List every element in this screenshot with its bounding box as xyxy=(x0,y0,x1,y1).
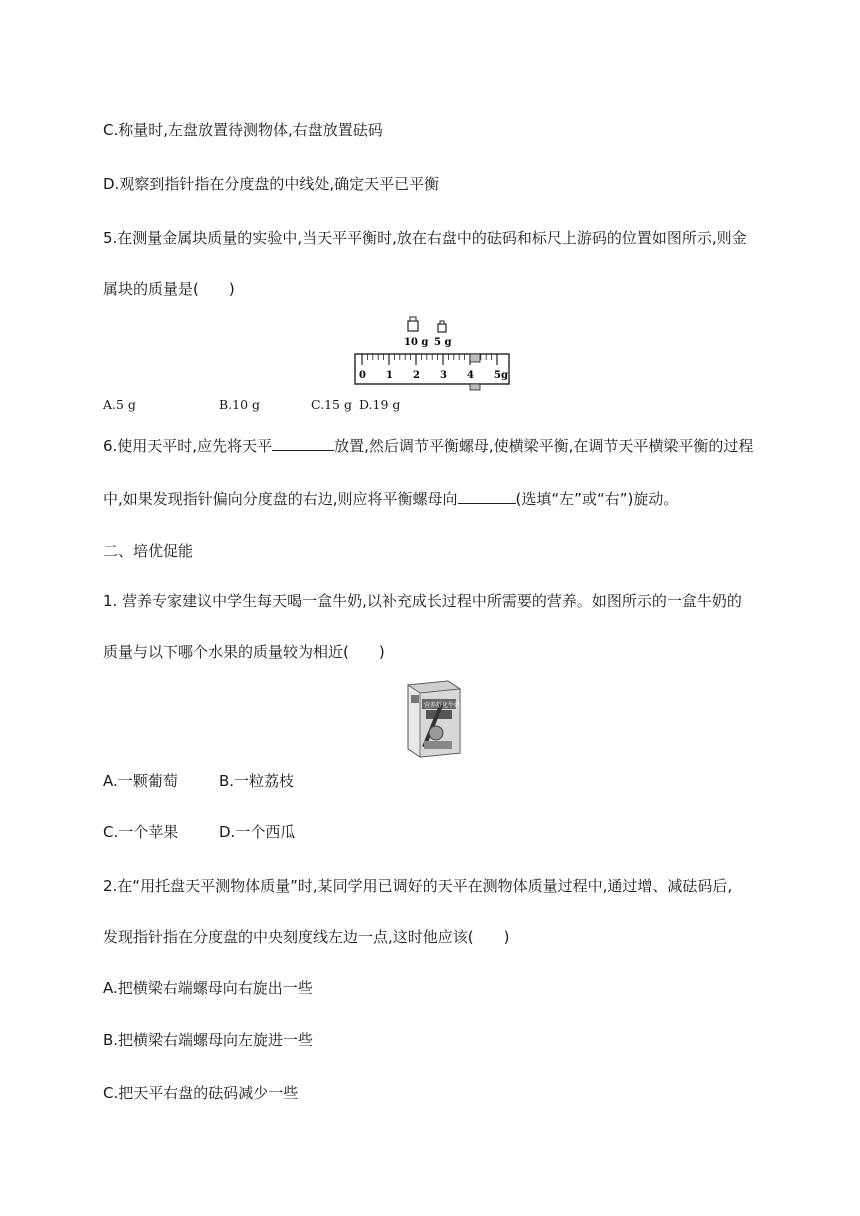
weight-10g-icon xyxy=(408,317,418,331)
q6-stem-line2 xyxy=(103,488,678,509)
q5-option-a: A.5 g xyxy=(103,397,136,412)
q6-text-2a: 中,如果发现指针偏向分度盘的右边,则应将平衡螺母向 xyxy=(103,490,458,508)
ruler-tick-label: 5g xyxy=(494,370,508,381)
ruler-tick-label: 0 xyxy=(359,370,366,381)
q6-text-1b: 放置,然后调节平衡螺母,使横梁平衡,在调节天平横梁平衡的过程 xyxy=(334,437,754,455)
ruler-tick-label: 4 xyxy=(467,370,474,381)
q6-text-1a: 6.使用天平时,应先将天平 xyxy=(103,437,273,455)
milk-box-text: 营养舒化牛奶 xyxy=(424,702,461,709)
q4-option-d: D.观察到指针指在分度盘的中线处,确定天平已平衡 xyxy=(103,175,440,193)
q5-option-c: C.15 g xyxy=(311,397,352,412)
p1-option-c: C.一个苹果 xyxy=(103,823,179,841)
p2-stem-line2: 发现指针指在分度盘的中央刻度线左边一点,这时他应该( ) xyxy=(103,928,510,946)
rider-bottom xyxy=(470,384,480,390)
p1-option-b: B.一粒荔枝 xyxy=(219,772,295,790)
q5-stem-line1: 5.在测量金属块质量的实验中,当天平平衡时,放在右盘中的砝码和标尺上游码的位置如图所示,则金 xyxy=(103,229,747,247)
ruler-tick-label: 2 xyxy=(413,370,420,381)
section-heading: 二、培优促能 xyxy=(103,542,194,560)
p1-option-d: D.一个西瓜 xyxy=(219,823,296,841)
ruler-tick-label: 3 xyxy=(440,370,447,381)
p1-stem-line1: 1. 营养专家建议中学生每天喝一盒牛奶,以补充成长过程中所需要的营养。如图所示的一盒牛奶的 xyxy=(103,592,742,610)
q4-option-c: C.称量时,左盘放置待测物体,右盘放置砝码 xyxy=(103,121,383,139)
p1-stem-line2: 质量与以下哪个水果的质量较为相近( ) xyxy=(103,643,385,661)
weight-5g-label: 5 g xyxy=(434,337,452,348)
p2-option-a: A.把横梁右端螺母向右旋出一些 xyxy=(103,979,313,997)
q5-stem-line2: 属块的质量是( ) xyxy=(103,280,235,298)
p2-stem-line1: 2.在“用托盘天平测物体质量”时,某同学用已调好的天平在测物体质量过程中,通过增、减砝码后, xyxy=(103,877,733,895)
q5-option-b: B.10 g xyxy=(219,397,261,412)
q5-option-d: D.19 g xyxy=(359,397,401,412)
p2-option-c: C.把天平右盘的砝码减少一些 xyxy=(103,1084,299,1102)
p1-option-a: A.一颗葡萄 xyxy=(103,772,178,790)
q6-blank-1 xyxy=(272,435,334,451)
milk-box-figure xyxy=(402,675,464,759)
weight-10g-label: 10 g xyxy=(404,337,429,348)
rider-top xyxy=(470,354,480,362)
weight-5g-icon xyxy=(438,321,446,332)
q6-blank-2 xyxy=(458,488,516,504)
p2-option-b: B.把横梁右端螺母向左旋进一些 xyxy=(103,1031,314,1049)
q6-text-2b: (选填“左”或“右”)旋动。 xyxy=(515,490,679,508)
q6-stem-line1 xyxy=(103,435,753,456)
ruler-tick-label: 1 xyxy=(386,370,393,381)
balance-scale-figure xyxy=(352,312,512,392)
